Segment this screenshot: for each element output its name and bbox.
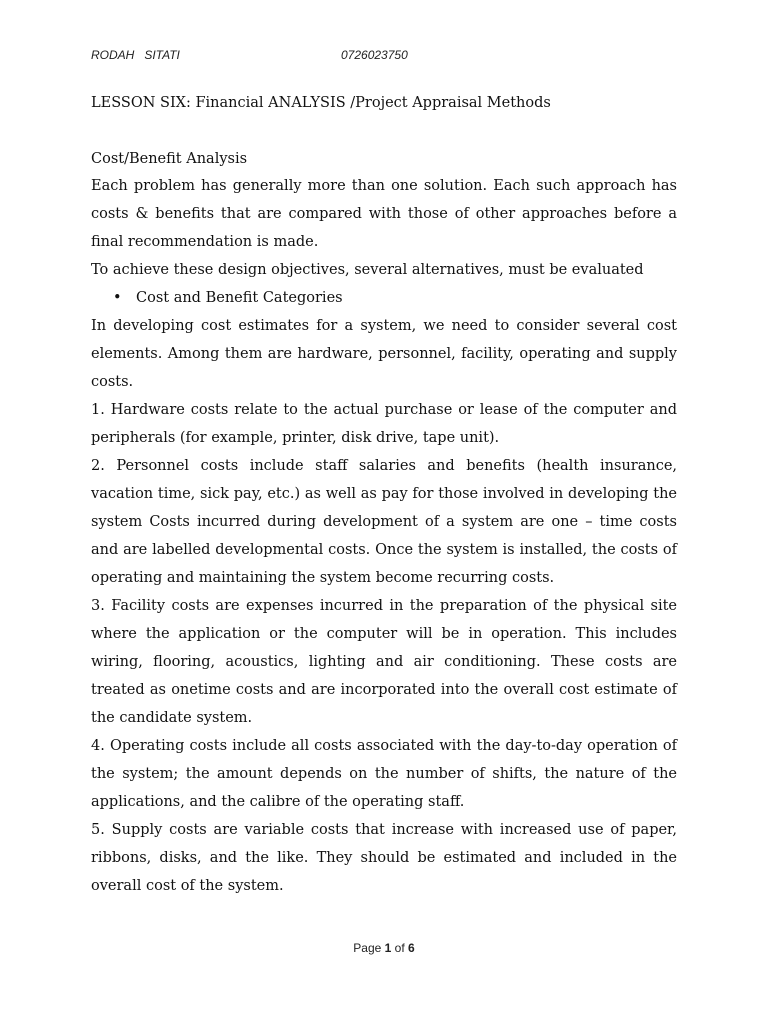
bullet-icon: • <box>113 290 122 306</box>
footer-page-number: 1 <box>384 941 392 955</box>
cost-item-hardware <box>91 396 677 452</box>
header-author: RODAH SITATI <box>91 48 180 62</box>
item-term: Operating costs <box>109 738 228 754</box>
objectives-paragraph: To achieve these design objectives, several alternatives, must be evaluated <box>91 262 644 278</box>
item-text: are expenses incurred in the preparation of the physical site where the application or the computer will be in operation. This includes wiring, flooring, acoustics, lighting and air conditioning. These costs are treated as onetime costs and are incorporated into the overall cost estimate of the candidate system. <box>91 598 678 726</box>
item-text: relate to the actual purchase or lease of the computer and peripherals (for example, printer, disk drive, tape unit). <box>91 402 677 446</box>
item-term: Supply costs <box>111 822 207 838</box>
footer-total-pages: 6 <box>408 941 415 955</box>
section-title: Cost/Benefit Analysis <box>91 151 248 167</box>
cost-item-supply <box>91 816 677 900</box>
lesson-title: LESSON SIX: Financial ANALYSIS /Project Appraisal Methods <box>91 95 551 111</box>
item-number: 3. <box>91 598 105 614</box>
document-body <box>91 92 677 900</box>
item-text: are variable costs that increase with increased use of paper, ribbons, disks, and the like. They should be estimated and included in the overall cost of the system. <box>91 822 678 894</box>
item-text: include all costs associated with the day-to-day operation of the system; the amount depends on the number of shifts, the nature of the applications, and the calibre of the operating staff. <box>91 738 678 810</box>
item-number: 1. <box>91 402 105 418</box>
header-phone: 0726023750 <box>341 48 408 62</box>
bullet-label: Cost and Benefit Categories <box>136 290 343 306</box>
item-term: Facility costs <box>111 598 210 614</box>
intro-paragraph: Each problem has generally more than one solution. Each such approach has costs & benefits that are compared with those of other approaches before a final recommendation is made. <box>91 178 677 250</box>
item-number: 2. <box>91 458 105 474</box>
bullet-item <box>91 284 677 312</box>
footer-of-word: of <box>391 941 409 955</box>
item-text: include staff salaries and benefits (health insurance, vacation time, sick pay, etc.) as well as pay for those involved in developing the system Costs incurred during development of a system are one – time costs and are labelled developmental costs. Once the system is installed, the costs of operating and maintaining the system become recurring costs. <box>91 458 678 586</box>
item-number: 4. <box>91 738 105 754</box>
footer-page-word: Page <box>353 941 385 955</box>
cost-item-facility <box>91 592 677 732</box>
item-term: Hardware costs <box>110 402 229 418</box>
cost-item-operating <box>91 732 677 816</box>
page-footer <box>0 941 768 955</box>
cost-elements-paragraph: In developing cost estimates for a system, we need to consider several cost elements. Among them are hardware, personnel, facility, operating and supply costs. <box>91 318 677 390</box>
item-number: 5. <box>91 822 105 838</box>
cost-item-personnel <box>91 452 677 592</box>
item-term: Personnel costs <box>116 458 239 474</box>
